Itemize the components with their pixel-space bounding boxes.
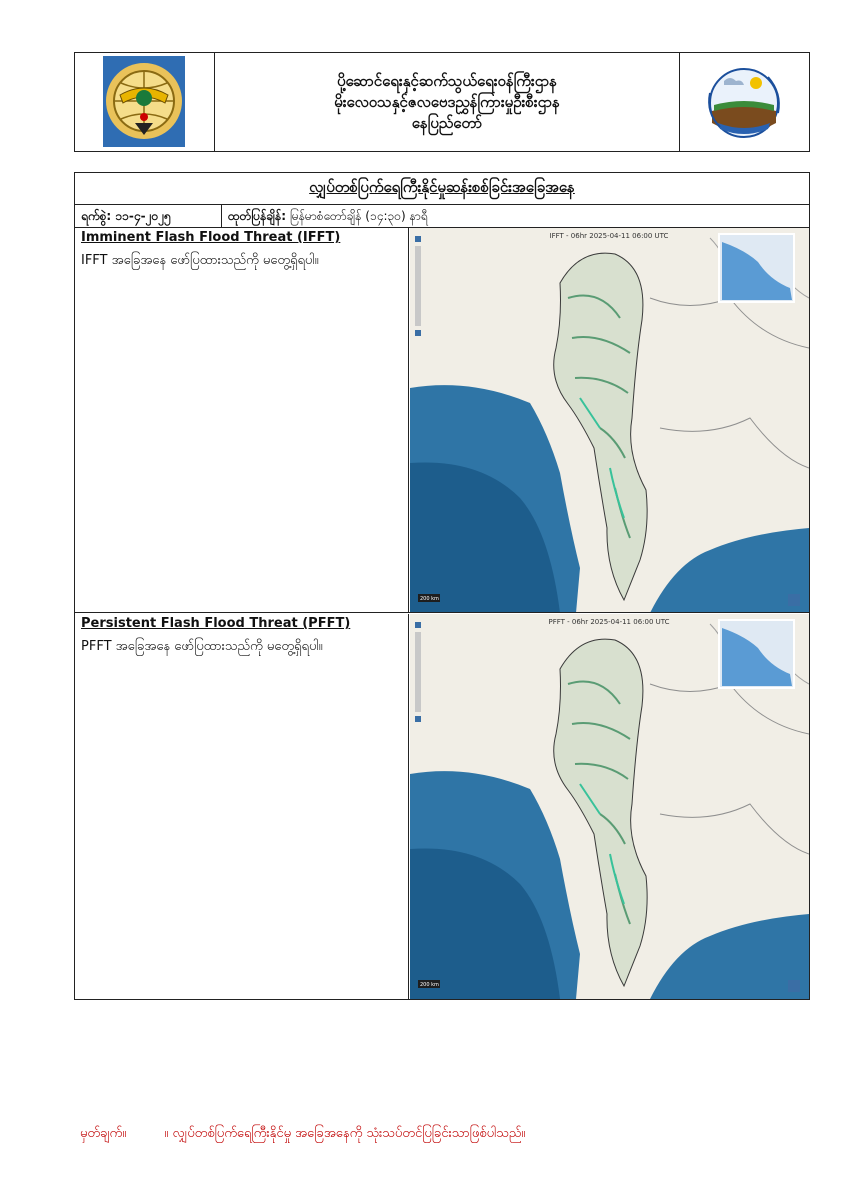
ministry-line-3: နေပြည်တော် <box>411 113 483 132</box>
time-value: မြန်မာစံတော်ချိန် (၁၄:၃၀) နာရီ <box>289 209 428 223</box>
report-meta-row <box>75 205 809 228</box>
time-label: ထုတ်ပြန်ချိန်: <box>228 209 287 223</box>
ifft-scale-bar: 200 km <box>420 596 439 602</box>
ifft-map <box>410 228 809 612</box>
pfft-map-title: PFFT - 06hr 2025-04-11 06:00 UTC <box>548 618 670 626</box>
date-label: ရက်စွဲ: <box>81 209 112 223</box>
ministry-title <box>215 53 679 151</box>
left-logo-cell <box>75 53 215 151</box>
ministry-line-1: ပို့ဆောင်ရေးနှင့်ဆက်သွယ်ရေးဝန်ကြီးဌာန <box>337 71 557 90</box>
ifft-body: IFFT အခြေအနေ ဖော်ပြထားသည်ကို မတွေ့ရှိရပါ။ <box>81 253 319 268</box>
pfft-map <box>410 614 809 999</box>
report-date <box>75 205 222 227</box>
right-logo-cell <box>679 53 809 151</box>
ifft-section <box>75 228 809 613</box>
ifft-map-canvas <box>410 228 809 612</box>
letterhead <box>74 52 810 152</box>
ifft-text-cell <box>75 228 409 612</box>
report-issue-time <box>222 205 809 227</box>
ifft-map-title: IFFT - 06hr 2025-04-11 06:00 UTC <box>549 232 669 240</box>
hydrology-cycle-icon <box>680 53 808 151</box>
pfft-body: PFFT အခြေအနေ ဖော်ပြထားသည်ကို မတွေ့ရှိရပါ။ <box>81 639 323 654</box>
ifft-heading: Imminent Flash Flood Threat (IFFT) <box>81 230 341 245</box>
pfft-scale-bar: 200 km <box>420 982 439 988</box>
footer-note <box>80 1125 525 1144</box>
ministry-line-2: မိုးလေဝသနှင့်ဇလဗေဒညွှန်ကြားမှုဦးစီးဌာန <box>334 92 560 111</box>
footer-text: ။ လျှပ်တစ်ပြက်ရေကြီးနိုင်မှု အခြေအနေကို သုံးသပ်တင်ပြခြင်းသာဖြစ်ပါသည်။ <box>164 1126 526 1141</box>
dmh-emblem-icon <box>75 53 213 151</box>
pfft-heading: Persistent Flash Flood Threat (PFFT) <box>81 616 351 631</box>
report-title: လျှပ်တစ်ပြက်ရေကြီးနိုင်မှုဆန်းစစ်ခြင်းအခြေအနေ <box>75 173 809 205</box>
footer-label: မှတ်ချက်။ <box>80 1126 127 1141</box>
pfft-text-cell <box>75 614 409 999</box>
report-table <box>74 172 810 1000</box>
date-value: ၁၁-၄-၂၀၂၅ <box>115 209 171 223</box>
pfft-map-canvas <box>410 614 809 999</box>
pfft-section <box>75 614 809 999</box>
